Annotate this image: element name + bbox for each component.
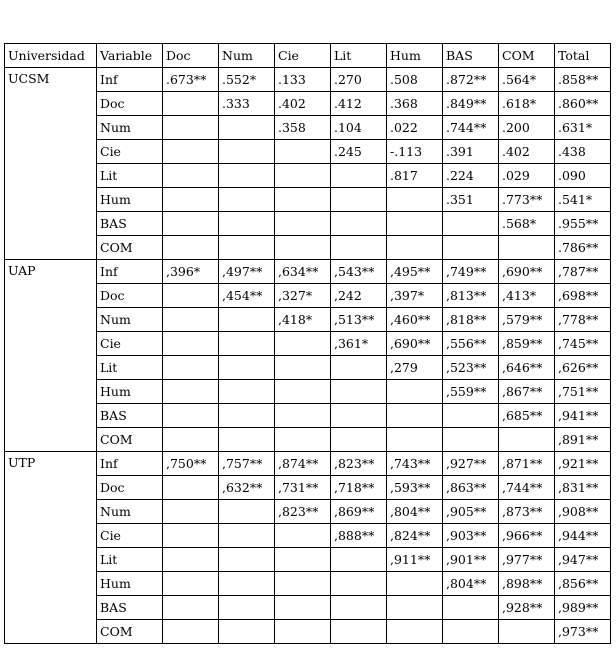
- variable-cell: Doc: [97, 476, 163, 500]
- correlation-cell: [275, 380, 331, 404]
- correlation-cell: [443, 596, 499, 620]
- header-cie: Cie: [275, 44, 331, 68]
- correlation-cell: [499, 620, 555, 644]
- correlation-cell: .541*: [555, 188, 611, 212]
- variable-cell: Cie: [97, 140, 163, 164]
- correlation-cell: [443, 620, 499, 644]
- correlation-cell: ,869**: [331, 500, 387, 524]
- correlation-cell: ,787**: [555, 260, 611, 284]
- correlation-cell: ,690**: [499, 260, 555, 284]
- correlation-cell: ,593**: [387, 476, 443, 500]
- correlation-cell: .391: [443, 140, 499, 164]
- correlation-cell: ,327*: [275, 284, 331, 308]
- correlation-cell: ,397*: [387, 284, 443, 308]
- correlation-cell: [387, 236, 443, 260]
- correlation-cell: ,989**: [555, 596, 611, 620]
- correlation-cell: .568*: [499, 212, 555, 236]
- correlation-cell: ,928**: [499, 596, 555, 620]
- correlation-cell: [219, 236, 275, 260]
- correlation-cell: [275, 572, 331, 596]
- correlation-cell: ,966**: [499, 524, 555, 548]
- correlation-cell: ,888**: [331, 524, 387, 548]
- correlation-cell: .022: [387, 116, 443, 140]
- variable-cell: BAS: [97, 404, 163, 428]
- correlation-cell: [219, 212, 275, 236]
- correlation-cell: [331, 404, 387, 428]
- variable-cell: COM: [97, 428, 163, 452]
- correlation-cell: [163, 188, 219, 212]
- correlation-cell: .744**: [443, 116, 499, 140]
- correlation-cell: [443, 404, 499, 428]
- correlation-cell: [443, 236, 499, 260]
- correlation-cell: [331, 164, 387, 188]
- correlation-cell: [387, 428, 443, 452]
- correlation-cell: ,871**: [499, 452, 555, 476]
- correlation-cell: ,396*: [163, 260, 219, 284]
- correlation-cell: ,778**: [555, 308, 611, 332]
- correlation-cell: ,831**: [555, 476, 611, 500]
- correlation-cell: [331, 356, 387, 380]
- correlation-cell: [163, 428, 219, 452]
- correlation-cell: [275, 596, 331, 620]
- correlation-cell: [163, 572, 219, 596]
- correlation-cell: [331, 236, 387, 260]
- correlation-cell: ,418*: [275, 308, 331, 332]
- correlation-cell: ,823**: [331, 452, 387, 476]
- correlation-cell: [443, 428, 499, 452]
- variable-cell: BAS: [97, 596, 163, 620]
- correlation-cell: [275, 188, 331, 212]
- correlation-cell: [331, 212, 387, 236]
- correlation-cell: [219, 380, 275, 404]
- correlation-cell: ,903**: [443, 524, 499, 548]
- correlation-cell: ,823**: [275, 500, 331, 524]
- correlation-cell: [163, 116, 219, 140]
- correlation-cell: ,559**: [443, 380, 499, 404]
- correlation-cell: [387, 212, 443, 236]
- correlation-cell: [163, 500, 219, 524]
- correlation-cell: ,813**: [443, 284, 499, 308]
- correlation-table: [4, 43, 611, 644]
- correlation-cell: .351: [443, 188, 499, 212]
- correlation-cell: ,495**: [387, 260, 443, 284]
- correlation-cell: ,947**: [555, 548, 611, 572]
- correlation-cell: ,973**: [555, 620, 611, 644]
- variable-cell: Hum: [97, 380, 163, 404]
- correlation-cell: ,824**: [387, 524, 443, 548]
- correlation-cell: ,744**: [499, 476, 555, 500]
- correlation-cell: ,731**: [275, 476, 331, 500]
- correlation-cell: [163, 212, 219, 236]
- correlation-cell: ,698**: [555, 284, 611, 308]
- correlation-cell: .773**: [499, 188, 555, 212]
- correlation-cell: ,743**: [387, 452, 443, 476]
- correlation-cell: [163, 92, 219, 116]
- correlation-cell: [163, 404, 219, 428]
- correlation-cell: .133: [275, 68, 331, 92]
- correlation-cell: [219, 572, 275, 596]
- correlation-cell: [163, 596, 219, 620]
- correlation-cell: ,632**: [219, 476, 275, 500]
- correlation-cell: [219, 188, 275, 212]
- universidad-cell: UTP: [5, 452, 97, 644]
- correlation-cell: ,908**: [555, 500, 611, 524]
- correlation-cell: ,863**: [443, 476, 499, 500]
- correlation-cell: ,873**: [499, 500, 555, 524]
- variable-cell: Hum: [97, 572, 163, 596]
- correlation-cell: [219, 356, 275, 380]
- correlation-cell: .438: [555, 140, 611, 164]
- correlation-cell: .402: [275, 92, 331, 116]
- correlation-cell: [387, 572, 443, 596]
- correlation-cell: ,804**: [387, 500, 443, 524]
- correlation-cell: [219, 428, 275, 452]
- variable-cell: Doc: [97, 92, 163, 116]
- correlation-cell: ,513**: [331, 308, 387, 332]
- correlation-cell: .955**: [555, 212, 611, 236]
- header-num: Num: [219, 44, 275, 68]
- variable-cell: Lit: [97, 164, 163, 188]
- correlation-cell: ,361*: [331, 332, 387, 356]
- correlation-cell: [219, 524, 275, 548]
- correlation-cell: [219, 116, 275, 140]
- correlation-cell: [331, 380, 387, 404]
- correlation-cell: ,927**: [443, 452, 499, 476]
- correlation-cell: .849**: [443, 92, 499, 116]
- correlation-cell: [163, 332, 219, 356]
- header-total: Total: [555, 44, 611, 68]
- correlation-cell: [387, 188, 443, 212]
- correlation-cell: .858**: [555, 68, 611, 92]
- correlation-cell: ,718**: [331, 476, 387, 500]
- correlation-cell: [331, 428, 387, 452]
- correlation-cell: [275, 428, 331, 452]
- correlation-cell: [275, 548, 331, 572]
- correlation-cell: ,749**: [443, 260, 499, 284]
- universidad-cell: UAP: [5, 260, 97, 452]
- correlation-cell: ,242: [331, 284, 387, 308]
- correlation-cell: .104: [331, 116, 387, 140]
- correlation-cell: [219, 140, 275, 164]
- correlation-cell: .564*: [499, 68, 555, 92]
- correlation-cell: ,977**: [499, 548, 555, 572]
- correlation-cell: .508: [387, 68, 443, 92]
- correlation-cell: ,634**: [275, 260, 331, 284]
- correlation-cell: [219, 332, 275, 356]
- correlation-cell: [387, 404, 443, 428]
- correlation-cell: ,757**: [219, 452, 275, 476]
- correlation-cell: ,944**: [555, 524, 611, 548]
- correlation-cell: .245: [331, 140, 387, 164]
- table-row: [5, 452, 611, 476]
- correlation-cell: ,543**: [331, 260, 387, 284]
- variable-cell: BAS: [97, 212, 163, 236]
- correlation-cell: [275, 356, 331, 380]
- variable-cell: Num: [97, 116, 163, 140]
- correlation-cell: [275, 620, 331, 644]
- correlation-cell: .786**: [555, 236, 611, 260]
- correlation-cell: [163, 164, 219, 188]
- correlation-cell: .368: [387, 92, 443, 116]
- correlation-cell: ,898**: [499, 572, 555, 596]
- correlation-cell: ,901**: [443, 548, 499, 572]
- correlation-cell: ,454**: [219, 284, 275, 308]
- header-lit: Lit: [331, 44, 387, 68]
- variable-cell: Lit: [97, 356, 163, 380]
- correlation-cell: [331, 548, 387, 572]
- correlation-cell: ,856**: [555, 572, 611, 596]
- correlation-cell: ,690**: [387, 332, 443, 356]
- correlation-cell: [219, 596, 275, 620]
- correlation-cell: [219, 500, 275, 524]
- header-row: [5, 44, 611, 68]
- correlation-cell: [163, 236, 219, 260]
- table-body: [5, 68, 611, 644]
- header-universidad: Universidad: [5, 44, 97, 68]
- correlation-cell: ,750**: [163, 452, 219, 476]
- variable-cell: COM: [97, 620, 163, 644]
- correlation-cell: .860**: [555, 92, 611, 116]
- correlation-cell: [163, 476, 219, 500]
- correlation-cell: .412: [331, 92, 387, 116]
- correlation-cell: ,579**: [499, 308, 555, 332]
- correlation-cell: .618*: [499, 92, 555, 116]
- variable-cell: COM: [97, 236, 163, 260]
- correlation-cell: ,891**: [555, 428, 611, 452]
- variable-cell: Inf: [97, 68, 163, 92]
- universidad-cell: UCSM: [5, 68, 97, 260]
- correlation-cell: ,804**: [443, 572, 499, 596]
- correlation-cell: [331, 188, 387, 212]
- correlation-cell: [163, 524, 219, 548]
- header-doc: Doc: [163, 44, 219, 68]
- correlation-cell: ,751**: [555, 380, 611, 404]
- correlation-cell: ,626**: [555, 356, 611, 380]
- correlation-cell: [331, 620, 387, 644]
- variable-cell: Inf: [97, 452, 163, 476]
- variable-cell: Cie: [97, 524, 163, 548]
- correlation-cell: ,874**: [275, 452, 331, 476]
- correlation-cell: ,921**: [555, 452, 611, 476]
- header-com: COM: [499, 44, 555, 68]
- correlation-table-container: [4, 43, 611, 644]
- correlation-cell: .631*: [555, 116, 611, 140]
- correlation-cell: [163, 308, 219, 332]
- correlation-cell: .817: [387, 164, 443, 188]
- correlation-cell: .872**: [443, 68, 499, 92]
- table-row: [5, 68, 611, 92]
- header-bas: BAS: [443, 44, 499, 68]
- correlation-cell: [219, 164, 275, 188]
- correlation-cell: [275, 524, 331, 548]
- correlation-cell: .358: [275, 116, 331, 140]
- correlation-cell: ,685**: [499, 404, 555, 428]
- correlation-cell: [387, 596, 443, 620]
- table-row: [5, 260, 611, 284]
- correlation-cell: [443, 212, 499, 236]
- correlation-cell: ,460**: [387, 308, 443, 332]
- correlation-cell: ,911**: [387, 548, 443, 572]
- correlation-cell: [275, 212, 331, 236]
- correlation-cell: [219, 404, 275, 428]
- correlation-cell: ,413*: [499, 284, 555, 308]
- correlation-cell: .402: [499, 140, 555, 164]
- correlation-cell: .333: [219, 92, 275, 116]
- correlation-cell: [163, 140, 219, 164]
- variable-cell: Cie: [97, 332, 163, 356]
- correlation-cell: .029: [499, 164, 555, 188]
- correlation-cell: [387, 620, 443, 644]
- variable-cell: Num: [97, 500, 163, 524]
- correlation-cell: [499, 428, 555, 452]
- variable-cell: Doc: [97, 284, 163, 308]
- correlation-cell: ,497**: [219, 260, 275, 284]
- correlation-cell: [499, 236, 555, 260]
- variable-cell: Hum: [97, 188, 163, 212]
- variable-cell: Num: [97, 308, 163, 332]
- correlation-cell: ,523**: [443, 356, 499, 380]
- correlation-cell: ,859**: [499, 332, 555, 356]
- correlation-cell: .090: [555, 164, 611, 188]
- correlation-cell: [163, 284, 219, 308]
- correlation-cell: [387, 380, 443, 404]
- correlation-cell: ,905**: [443, 500, 499, 524]
- correlation-cell: ,818**: [443, 308, 499, 332]
- correlation-cell: ,279: [387, 356, 443, 380]
- correlation-cell: .270: [331, 68, 387, 92]
- correlation-cell: .673**: [163, 68, 219, 92]
- correlation-cell: [163, 380, 219, 404]
- correlation-cell: ,646**: [499, 356, 555, 380]
- correlation-cell: [163, 356, 219, 380]
- header-variable: Variable: [97, 44, 163, 68]
- correlation-cell: ,867**: [499, 380, 555, 404]
- correlation-cell: [275, 404, 331, 428]
- variable-cell: Lit: [97, 548, 163, 572]
- correlation-cell: [275, 236, 331, 260]
- correlation-cell: [219, 548, 275, 572]
- correlation-cell: .224: [443, 164, 499, 188]
- correlation-cell: ,941**: [555, 404, 611, 428]
- correlation-cell: [275, 140, 331, 164]
- header-hum: Hum: [387, 44, 443, 68]
- variable-cell: Inf: [97, 260, 163, 284]
- correlation-cell: ,745**: [555, 332, 611, 356]
- correlation-cell: [331, 572, 387, 596]
- correlation-cell: [331, 596, 387, 620]
- correlation-cell: [275, 332, 331, 356]
- correlation-cell: .200: [499, 116, 555, 140]
- correlation-cell: [219, 620, 275, 644]
- correlation-cell: [219, 308, 275, 332]
- correlation-cell: [163, 548, 219, 572]
- correlation-cell: [163, 620, 219, 644]
- table-header: [5, 44, 611, 68]
- correlation-cell: .552*: [219, 68, 275, 92]
- correlation-cell: -.113: [387, 140, 443, 164]
- correlation-cell: [275, 164, 331, 188]
- correlation-cell: ,556**: [443, 332, 499, 356]
